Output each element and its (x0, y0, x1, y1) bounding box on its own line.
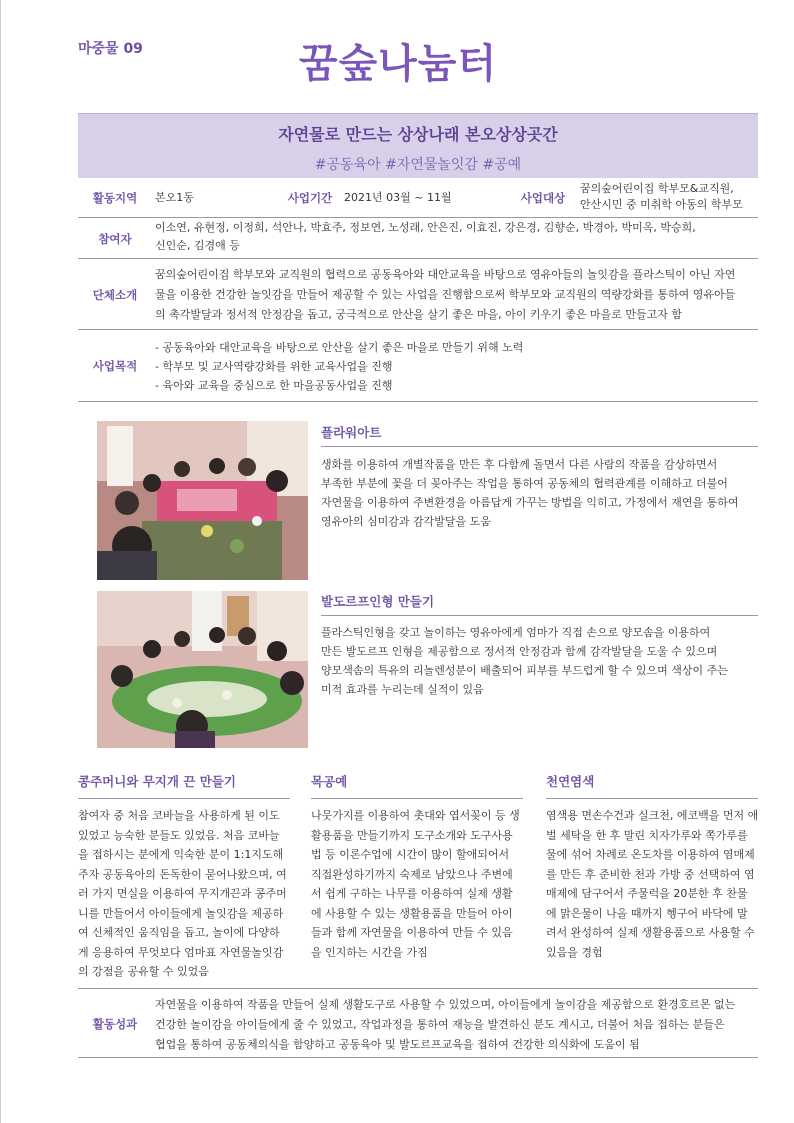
info-row-intro (78, 259, 758, 330)
column-line: 게 응용하여 무엇보다 엄마표 자연물놀잇감 (78, 945, 284, 959)
column-line: 니를 만들어서 아이들에게 놀잇감을 제공하 (78, 906, 284, 920)
period-value: 2021년 03월 ~ 11월 (344, 191, 452, 204)
column-line: 염색용 면손수건과 실크천, 에코백을 먼저 애 (546, 809, 759, 822)
intro-value (155, 265, 752, 325)
intro-line: 꿈의숲어린이집 학부모와 교직원의 협력으로 공동육아와 대안교육을 바탕으로 영유아들의 놀잇감을 플라스틱이 아닌 자연 (155, 268, 736, 281)
column-line: 활용품을 만들기까지 도구소개와 도구사용 (311, 828, 513, 842)
intro-line: 의 촉각발달과 정서적 안정감을 돕고, 궁극적으로 안산을 살기 좋은 마을, 아이 키우기 좋은 마을로 만들고자 함 (155, 308, 682, 321)
intro-label: 단체소개 (92, 288, 138, 302)
column-line: 여 신체적인 움직임을 돕고, 놀이에 다양하 (78, 926, 280, 939)
natural-dyeing-body (546, 806, 764, 962)
series-label: 마중물 09 (78, 41, 143, 57)
column-line: 참여자 중 처음 코바늘을 사용하게 된 이도 (78, 809, 280, 822)
members-line: 이소연, 유현정, 이정희, 석안나, 박효주, 정보연, 노성래, 안은진, 이효진, 강은경, 김향순, 박경아, 박미옥, 박승희, (155, 221, 696, 234)
result-value (155, 995, 752, 1055)
purpose-line: - 공동육아와 대안교육을 바탕으로 안산을 살기 좋은 마을로 만들기 위해 노력 (155, 341, 524, 354)
column-line: 벌 세탁을 한 후 말린 치자가루와 쪽가루를 (546, 828, 748, 842)
doll-making-photo (97, 591, 308, 748)
brand-title: 꿈숲나눔터 (298, 41, 498, 87)
result-row (78, 988, 758, 1058)
flower-art-title: 플라워아트 (321, 423, 758, 447)
column-line: 려서 완성하여 실제 생활용품으로 사용할 수 (546, 926, 755, 939)
column-line: 에 맑은물이 나올 때까지 헹구어 바닥에 말 (546, 906, 748, 920)
result-label: 활동성과 (92, 1017, 138, 1031)
column-line: 직접완성하기까지 숙제로 남았으나 주변에 (311, 867, 513, 881)
area-label: 활동지역 (92, 191, 138, 205)
period-label: 사업기간 (287, 191, 333, 205)
target-line: 안산시민 중 미취학 아동의 학부모 (580, 198, 743, 211)
natural-dyeing-title: 천연염색 (546, 772, 758, 799)
column-line: 을 접하시는 분에게 익숙한 분이 1:1지도해 (78, 848, 284, 861)
column-line: 주자 공동육아의 돈독한이 묻어나왔으며, 여 (78, 867, 287, 881)
doll-making-line: 플라스틱인형을 갖고 놀이하는 영유아에게 엄마가 직접 손으로 양모솜을 이용하여 (321, 626, 711, 639)
column-line: 러 가지 면실을 이용하여 무지개끈과 콩주머 (78, 887, 287, 900)
info-row-members (78, 218, 758, 259)
flower-art-photo (97, 421, 308, 580)
target-line: 꿈의숲어린이집 학부모&교직원, (580, 182, 734, 195)
purpose-line: - 학부모 및 교사역량강화를 위한 교육사업을 진행 (155, 360, 393, 373)
beanbag-title: 콩주머니와 무지개 끈 만들기 (78, 772, 290, 799)
target-value (580, 181, 743, 213)
purpose-line: - 육아와 교육을 중심으로 한 마을공동사업을 진행 (155, 379, 393, 392)
column-line: 있었고 능숙한 분들도 있었음. 처음 코바늘 (78, 828, 280, 842)
project-tags: #공동육아 #자연물놀잇감 #공예 (314, 157, 522, 173)
flower-art-line: 자연물을 이용하여 주변환경을 아름답게 가꾸는 방법을 익히고, 가정에서 재연을 통하여 (321, 496, 739, 509)
doll-making-line: 만든 발도르프 인형을 제공함으로 정서적 안정감과 함께 감각발달을 도울 수 있으며 (321, 645, 718, 658)
doll-making-line: 양모색솜의 특유의 리놀렌성분이 배출되어 피부를 부드럽게 할 수 있으며 색상이 주는 (321, 664, 728, 677)
column-line: 에 사용할 수 있는 생활용품을 만들어 아이 (311, 906, 513, 920)
woodcraft-title: 목공예 (311, 772, 523, 799)
column-line: 있음을 경험 (546, 945, 603, 959)
woodcraft-body (311, 806, 529, 962)
column-line: 서 쉽게 구하는 나무를 이용하여 실제 생활 (311, 887, 513, 900)
doll-making-title: 발도르프인형 만들기 (321, 592, 758, 616)
column-line: 를 만든 후 준비한 천과 가방 중 선택하여 염 (546, 867, 755, 881)
flower-art-body (321, 455, 761, 531)
members-line: 신인순, 김경애 등 (155, 239, 240, 252)
purpose-label: 사업목적 (92, 359, 138, 373)
column-line: 법 등 이론수업에 시간이 많이 할애되어서 (311, 848, 510, 861)
flower-art-line: 생화를 이용하여 개별작품을 만든 후 다함께 돌면서 다른 사람의 작품을 감상하면서 (321, 458, 718, 471)
title-box (78, 113, 758, 178)
target-label: 사업대상 (520, 191, 566, 205)
column-line: 물에 섞어 차례로 온도차를 이용하여 염매제 (546, 848, 755, 861)
doll-making-line: 미적 효과를 누리는데 실적이 있음 (321, 683, 484, 696)
flower-art-line: 영유아의 심미감과 감각발달을 도움 (321, 515, 491, 528)
area-value: 본오1동 (155, 191, 194, 204)
column-line: 나뭇가지를 이용하여 촛대와 엽서꽂이 등 생 (311, 809, 520, 822)
members-value (155, 219, 752, 255)
project-title: 자연물로 만드는 상상나래 본오상상곳간 (278, 125, 558, 144)
intro-line: 물을 이용한 건강한 놀잇감을 만들어 제공할 수 있는 사업을 진행함으로써 학부모와 교직원의 역량강화를 통하여 영유아들 (155, 288, 736, 301)
column-line: 들과 함께 자연물을 이용하여 만들 수 있음 (311, 926, 513, 939)
result-line: 협업을 통하여 공동체의식을 함양하고 공동육아 및 발도르프교육을 접하여 건강한 의식화에 도움이 됨 (155, 1038, 640, 1051)
info-row-purpose (78, 330, 758, 402)
column-line: 을 인지하는 시간을 가짐 (311, 945, 428, 959)
doll-making-body (321, 623, 761, 699)
flower-art-line: 부족한 부분에 꽃을 더 꽂아주는 작업을 통하여 공동체의 협력관계를 이해하고 더불어 (321, 477, 728, 490)
column-line: 매제에 담구어서 주물럭을 20분한 후 찬물 (546, 887, 748, 900)
purpose-value (155, 338, 752, 395)
result-line: 건강한 놀이감을 아이들에게 줄 수 있었고, 작업과정을 통하여 재능을 발견하신 분도 계시고, 더불어 처음 접하는 분들은 (155, 1018, 725, 1031)
result-line: 자연물을 이용하여 작품을 만들어 실제 생활도구로 사용할 수 있었으며, 아이들에게 놀이감을 제공함으로 환경호르몬 없는 (155, 998, 736, 1011)
beanbag-body (78, 806, 296, 982)
info-row-basic (78, 179, 758, 218)
column-line: 의 강점을 공유할 수 있었음 (78, 965, 209, 978)
members-label: 참여자 (98, 232, 132, 246)
